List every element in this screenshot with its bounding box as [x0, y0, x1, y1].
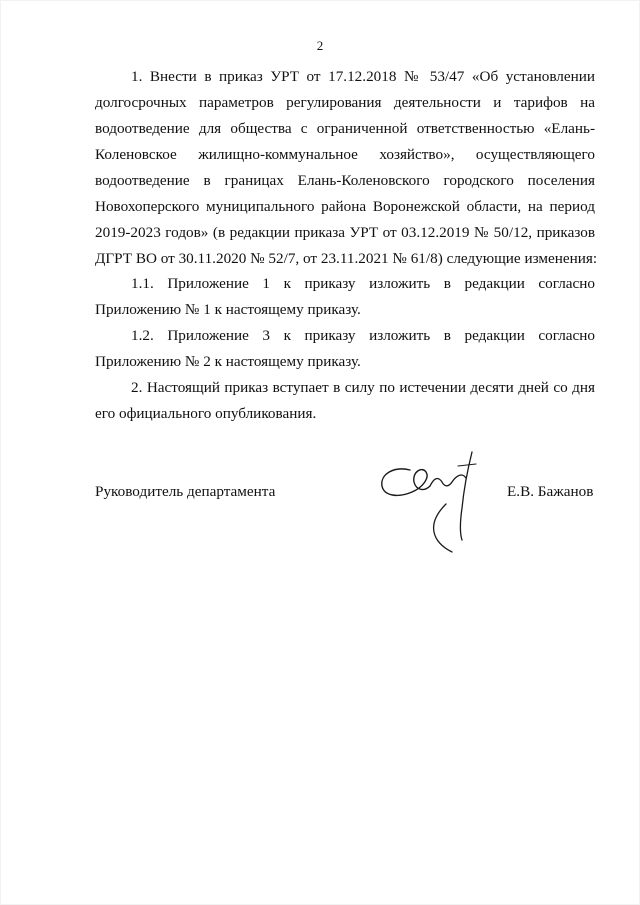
- item-1-1-line-2: Приложению № 1 к настоящему приказу.: [95, 301, 361, 318]
- paragraph-1-line-5: водоотведение в границах Елань-Коленовского городского поселения: [95, 172, 595, 189]
- paragraph-1-line-2: долгосрочных параметров регулирования деятельности и тарифов на: [95, 94, 595, 111]
- signatory-role: Руководитель департамента: [95, 483, 276, 500]
- handwritten-signature: [372, 448, 492, 558]
- paragraph-2-line-1: 2. Настоящий приказ вступает в силу по истечении десяти дней со дня: [131, 379, 595, 396]
- paragraph-1-line-1: 1. Внести в приказ УРТ от 17.12.2018 № 53/47 «Об установлении: [131, 68, 595, 85]
- paragraph-1-line-8: ДГРТ ВО от 30.11.2020 № 52/7, от 23.11.2021 № 61/8) следующие изменения:: [95, 250, 598, 267]
- page-number: 2: [316, 38, 324, 53]
- item-1-2-line-2: Приложению № 2 к настоящему приказу.: [95, 353, 361, 370]
- paragraph-1-line-3: водоотведение для общества с ограниченной ответственностью «Елань-: [95, 120, 595, 137]
- signatory-name: Е.В. Бажанов: [507, 483, 594, 500]
- paragraph-1-line-6: Новохоперского муниципального района Воронежской области, на период: [95, 198, 595, 215]
- item-1-1-line-1: 1.1. Приложение 1 к приказу изложить в редакции согласно: [131, 275, 595, 292]
- paragraph-2-line-2: его официального опубликования.: [95, 405, 317, 422]
- item-1-2-line-1: 1.2. Приложение 3 к приказу изложить в редакции согласно: [131, 327, 595, 344]
- paragraph-1-line-7: 2019-2023 годов» (в редакции приказа УРТ от 03.12.2019 № 50/12, приказов: [95, 224, 595, 241]
- paragraph-1-line-4: Коленовское жилищно-коммунальное хозяйство», осуществляющего: [95, 146, 595, 163]
